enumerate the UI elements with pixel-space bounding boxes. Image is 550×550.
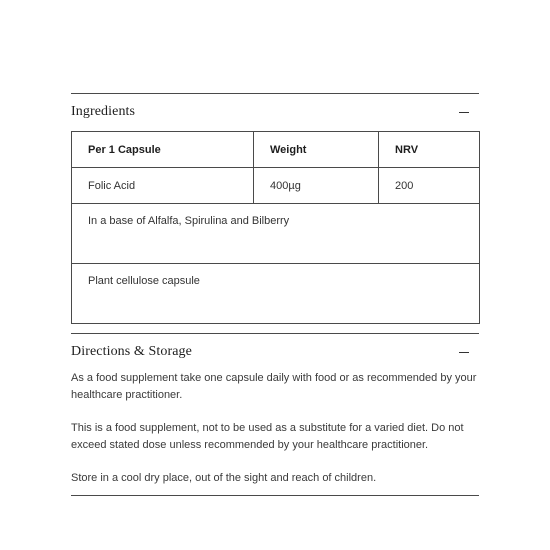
ingredients-header[interactable] xyxy=(71,94,479,130)
cell-ingredient: Folic Acid xyxy=(72,168,254,204)
header-weight: Weight xyxy=(254,132,379,168)
storage-paragraph: Store in a cool dry place, out of the sight and reach of children. xyxy=(71,472,377,484)
directions-paragraph: As a food supplement take one capsule daily with food or as recommended by your healthcare practitioner. xyxy=(71,372,477,401)
cell-nrv: 200 xyxy=(379,168,480,204)
cell-weight: 400µg xyxy=(254,168,379,204)
table-row xyxy=(72,168,480,204)
directions-collapse-button[interactable] xyxy=(453,342,475,364)
supplement-warning-paragraph: This is a food supplement, not to be used as a substitute for a varied diet. Do not exceed stated dose unless recommended by your healthcare practitioner. xyxy=(71,422,464,451)
bottom-divider xyxy=(71,495,479,496)
directions-title: Directions & Storage xyxy=(71,344,192,359)
ingredients-table xyxy=(71,131,480,324)
header-nrv: NRV xyxy=(379,132,480,168)
ingredients-title: Ingredients xyxy=(71,104,136,119)
capsule-note: Plant cellulose capsule xyxy=(72,264,480,324)
ingredients-collapse-button[interactable] xyxy=(453,102,475,124)
minus-icon xyxy=(459,112,469,113)
header-per-capsule: Per 1 Capsule xyxy=(72,132,254,168)
table-row xyxy=(72,264,480,324)
minus-icon xyxy=(459,352,469,353)
table-row xyxy=(72,204,480,264)
directions-header[interactable] xyxy=(71,334,479,370)
base-note: In a base of Alfalfa, Spirulina and Bilberry xyxy=(72,204,480,264)
product-info-accordion xyxy=(71,93,479,496)
table-header-row xyxy=(72,132,480,168)
